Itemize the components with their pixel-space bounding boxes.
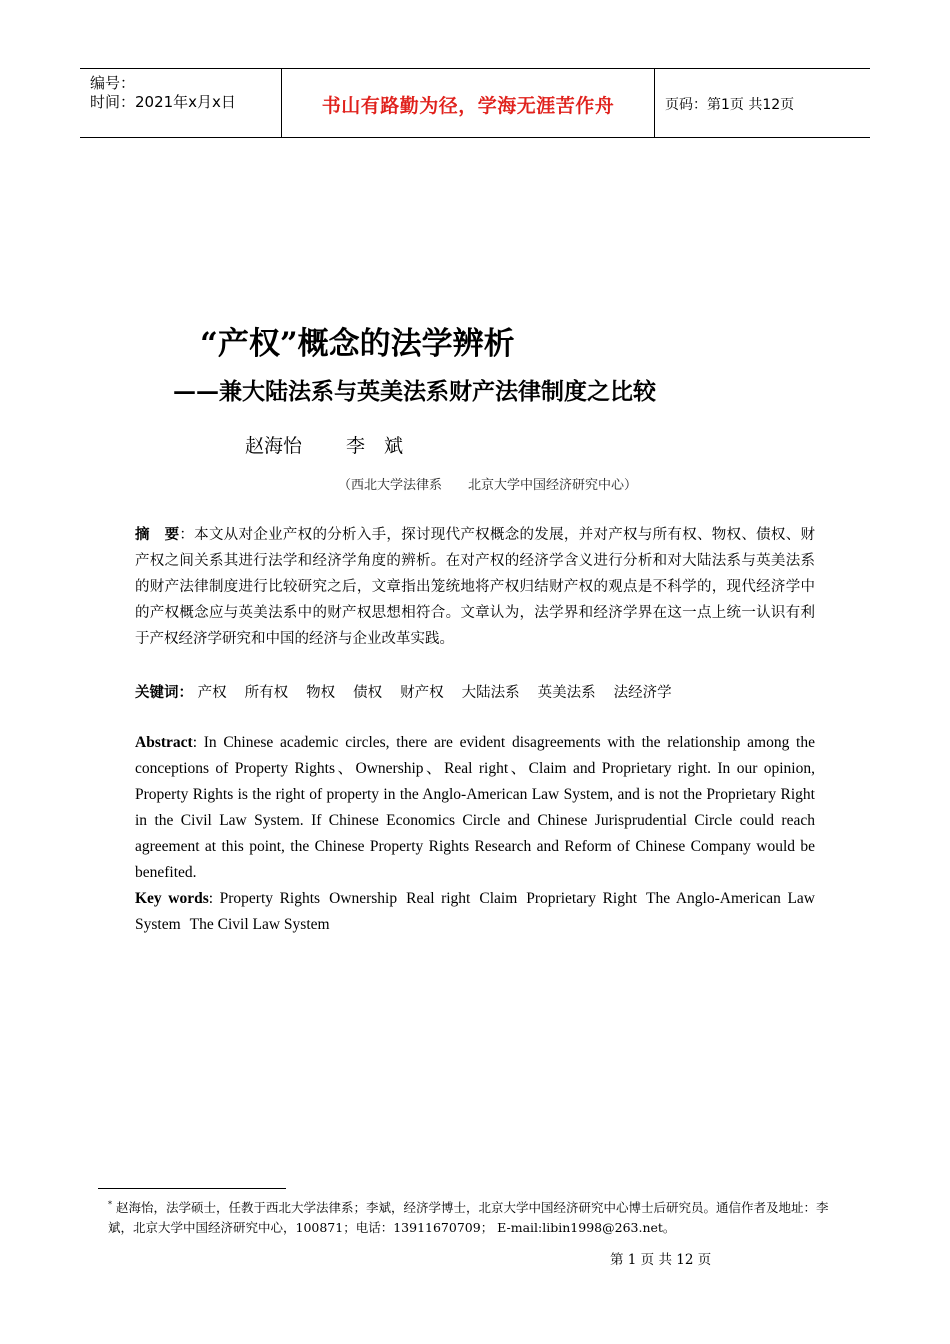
abstract-english (135, 730, 815, 886)
keyword: The Civil Law System (189, 916, 330, 933)
keyword: 财产权 (400, 685, 444, 701)
keyword: 所有权 (244, 685, 289, 701)
header-motto-cell (282, 69, 655, 137)
time-label: 时间：2021年x月x日 (90, 93, 236, 111)
affiliation: （西北大学法律系 (338, 478, 443, 493)
paper-subtitle: ——兼大陆法系与英美法系财产法律制度之比较 (173, 378, 656, 405)
keywords-en-label: Key words (135, 890, 209, 907)
keyword: Ownership (329, 890, 398, 907)
footnote (108, 1195, 830, 1238)
abstract-en-label: Abstract (135, 734, 193, 751)
keyword: 英美法系 (537, 685, 596, 701)
author-name: 李 斌 (346, 435, 404, 457)
motto: 书山有路勤为径，学海无涯苦作舟 (321, 95, 615, 117)
header-meta-cell (80, 69, 282, 137)
abstract-en-text: : In Chinese academic circles, there are evident disagreements with the relationship among the conceptions of Property Rights、Ownership、Real right、Claim and Proprietary right. In our opinion, Property Rights is the right of property in the Anglo-American Law System, and is not the Proprietary Right in the Civil Law System. If Chinese Economics Circle and Chinese Jurisprudential Circle could reach agreement at this point, the Chinese Property Rights Research and Reform of Chinese Company would be benefited. (135, 734, 815, 881)
keyword: 物权 (306, 685, 336, 701)
page-info: 页码：第1页 共12页 (665, 97, 795, 113)
affiliation: 北京大学中国经济研究中心） (468, 478, 638, 493)
keyword: The Anglo-American Law System (135, 890, 815, 933)
authors (245, 431, 403, 458)
author-name: 赵海怡 (245, 435, 303, 457)
keywords-english (135, 886, 815, 938)
abstract-cn-label: 摘 要 (135, 526, 180, 543)
keyword: Claim (479, 890, 518, 907)
page-footer: 第 1 页 共 12 页 (610, 1252, 712, 1268)
footnote-text: 赵海怡，法学硕士，任教于西北大学法律系；李斌，经济学博士，北京大学中国经济研究中心博士后研究员。通信作者及地址：李斌，北京大学中国经济研究中心，100871；电话：13911670709； E-mail:libin1998@263.net。 (108, 1200, 829, 1236)
serial-label: 编号： (90, 74, 136, 92)
keywords-cn-label: 关键词： (135, 684, 193, 701)
abstract-cn-text: ：本文从对企业产权的分析入手，探讨现代产权概念的发展，并对产权与所有权、物权、债权、财产权之间关系其进行法学和经济学角度的辨析。在对产权的经济学含义进行分析和对大陆法系与英美法系的财产法律制度进行比较研究之后，文章指出笼统地将产权归结财产权的观点是不科学的，现代经济学中的产权概念应与英美法系中的财产权思想相符合。文章认为，法学界和经济学界在这一点上统一认识有利于产权经济学研究和中国的经济与企业改革实践。 (135, 527, 816, 647)
abstract-chinese (135, 522, 815, 652)
keyword: 大陆法系 (461, 685, 520, 701)
header-table (80, 68, 870, 138)
footnote-divider (98, 1188, 286, 1189)
keyword: 法经济学 (613, 685, 672, 701)
keyword: Real right (406, 890, 471, 907)
paper-title: “产权”概念的法学辨析 (200, 326, 515, 362)
header-page-cell (655, 69, 870, 137)
affiliations (338, 474, 637, 493)
footnote-marker: * (108, 1200, 112, 1209)
keywords-chinese (135, 681, 690, 702)
keyword: Proprietary Right (526, 890, 638, 907)
keyword: : Property Rights (208, 890, 321, 907)
keyword: 债权 (353, 685, 383, 701)
keyword: 产权 (197, 685, 227, 701)
